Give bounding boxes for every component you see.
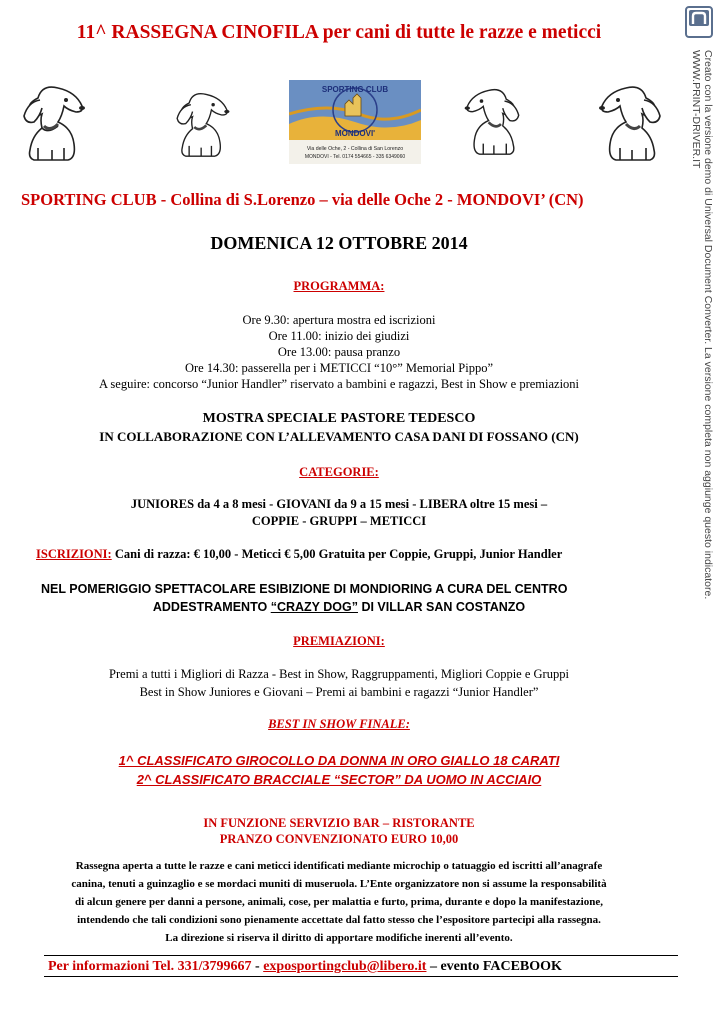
best-in-show-heading: BEST IN SHOW FINALE: bbox=[268, 717, 410, 731]
info-phone: Per informazioni Tel. 331/3799667 bbox=[48, 959, 252, 974]
watermark-line: Creato con la versione demo di Universal Document Converter. La versione completa non aggiunge questo indicatore. bbox=[702, 50, 714, 600]
categorie-heading: CATEGORIE: bbox=[299, 465, 379, 479]
venue-line: SPORTING CLUB - Collina di S.Lorenzo – via delle Oche 2 - MONDOVI’ (CN) bbox=[21, 190, 584, 209]
premiazioni-line: Best in Show Juniores e Giovani – Premi ai bambini e ragazzi “Junior Handler” bbox=[139, 685, 539, 699]
club-logo bbox=[289, 80, 421, 164]
programma-heading: PROGRAMMA: bbox=[293, 279, 385, 293]
categorie-line: JUNIORES da 4 a 8 mesi - GIOVANI da 9 a 15 mesi - LIBERA oltre 15 mesi – bbox=[130, 497, 548, 511]
info-email-link[interactable]: exposportingclub@libero.it bbox=[263, 959, 427, 974]
club-logo-address: Via delle Oche, 2 - Collina di San Lorenzo bbox=[306, 146, 404, 152]
event-date: DOMENICA 12 OTTOBRE 2014 bbox=[210, 233, 468, 253]
club-logo-city: MONDOVI' bbox=[334, 129, 376, 138]
pomeriggio-line: NEL POMERIGGIO SPETTACOLARE ESIBIZIONE DI MONDIORING A CURA DEL CENTRO bbox=[41, 582, 568, 596]
club-logo-phone: MONDOVI - Tel. 0174 554665 - 335 6349060 bbox=[304, 154, 406, 160]
watermark-text bbox=[690, 50, 720, 750]
prize-second: 2^ CLASSIFICATO BRACCIALE “SECTOR” DA UOMO IN ACCIAIO bbox=[136, 772, 542, 787]
programma-line: Ore 13.00: pausa pranzo bbox=[277, 345, 401, 359]
servizio-line: PRANZO CONVENZIONATO EURO 10,00 bbox=[219, 832, 459, 846]
dog-icon bbox=[172, 84, 232, 164]
watermark-url: WWW.PRINT-DRIVER.IT bbox=[690, 50, 702, 169]
programma-line: Ore 9.30: apertura mostra ed iscrizioni bbox=[242, 313, 436, 327]
pomeriggio-post: DI VILLAR SAN COSTANZO bbox=[357, 600, 526, 614]
info-facebook: – evento FACEBOOK bbox=[426, 959, 562, 974]
dog-icon bbox=[462, 80, 524, 162]
categorie-line: COPPIE - GRUPPI – METICCI bbox=[251, 514, 427, 528]
dog-icon bbox=[596, 80, 666, 165]
info-separator: - bbox=[251, 959, 264, 974]
dog-icon bbox=[18, 80, 88, 165]
club-logo-name: SPORTING CLUB bbox=[321, 85, 389, 94]
page-title: 11^ RASSEGNA CINOFILA per cani di tutte le razze e meticci bbox=[76, 22, 602, 43]
iscrizioni-text: Cani di razza: € 10,00 - Meticci € 5,00 Gratuita per Coppie, Gruppi, Junior Handler bbox=[111, 547, 563, 561]
premiazioni-line: Premi a tutti i Migliori di Razza - Best in Show, Raggruppamenti, Migliori Coppie e Gruppi bbox=[109, 667, 569, 681]
prize-first: 1^ CLASSIFICATO GIROCOLLO DA DONNA IN ORO GIALLO 18 CARATI bbox=[118, 753, 560, 768]
premiazioni-heading: PREMIAZIONI: bbox=[293, 634, 385, 648]
programma-line: Ore 11.00: inizio dei giudizi bbox=[268, 329, 410, 343]
crazy-dog-highlight: “CRAZY DOG” bbox=[270, 600, 358, 614]
iscrizioni-line bbox=[36, 547, 678, 562]
pomeriggio-line bbox=[0, 600, 678, 614]
regolamento-line: di alcun genere per danni a persone, animali, cose, per malattia e furto, prima, durante e dopo la manifestazione, bbox=[75, 896, 603, 908]
programma-line: A seguire: concorso “Junior Handler” riservato a bambini e ragazzi, Best in Show e premiazioni bbox=[98, 377, 580, 391]
programma-line: Ore 14.30: passerella per i METICCI “10°” Memorial Pippo” bbox=[184, 361, 494, 375]
regolamento-line: canina, tenuti a guinzaglio e se mordaci muniti di museruola. L’Ente organizzatore non si assume la responsabilità bbox=[71, 878, 607, 890]
regolamento-line: Rassegna aperta a tutte le razze e cani meticci identificati mediante microchip o tatuaggio ed iscritti all’anagrafe bbox=[75, 860, 603, 872]
servizio-line: IN FUNZIONE SERVIZIO BAR – RISTORANTE bbox=[203, 816, 475, 830]
mostra-title: MOSTRA SPECIALE PASTORE TEDESCO bbox=[202, 411, 476, 426]
pomeriggio-pre: ADDESTRAMENTO bbox=[152, 600, 271, 614]
mostra-subtitle: IN COLLABORAZIONE CON L’ALLEVAMENTO CASA DANI DI FOSSANO (CN) bbox=[99, 429, 579, 444]
info-bar bbox=[44, 955, 678, 977]
iscrizioni-label: ISCRIZIONI: bbox=[36, 547, 112, 561]
regolamento-line: La direzione si riserva il diritto di apportare modifiche inerenti all’evento. bbox=[165, 932, 513, 944]
regolamento-line: intendendo che tali condizioni sono pienamente accettate dal fatto stesso che l’espositore partecipi alla rassegna. bbox=[77, 914, 601, 926]
converter-logo-icon bbox=[685, 6, 713, 38]
